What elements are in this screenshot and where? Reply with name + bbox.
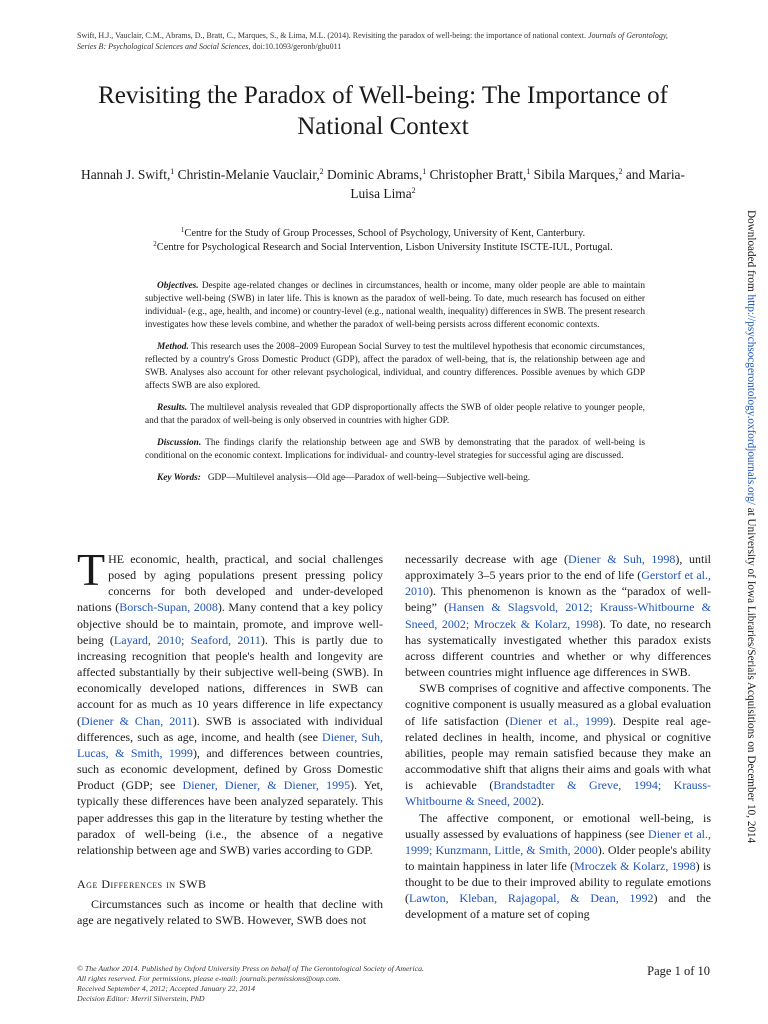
body-text: SWB comprises of cognitive and affective components. The cognitive component is usually measured as a global evaluation of life satisfaction ( xyxy=(405,681,711,728)
body-text: ) and the development of a mature set of coping xyxy=(405,891,711,922)
section-heading: Age Differences in SWB xyxy=(77,876,207,891)
footnote-line: Decision Editor: Merril Silverstein, PhD xyxy=(77,994,205,1003)
body-text: ). To date, no research has systematically investigated whether this paradox exists across different countries and whether or why differences between countries might influence age differences in SWB. xyxy=(405,616,711,680)
citation-link[interactable]: Diener et al., 1999; Kunzmann, Little, & Smith, 2000 xyxy=(405,826,711,857)
download-prefix: Downloaded from xyxy=(745,210,757,295)
body-text: ). SWB is associated with individual differences, such as age, income, and health (see xyxy=(77,713,383,744)
affiliation-number: 2 xyxy=(153,240,157,248)
affiliation-text: Centre for the Study of Group Processes, School of Psychology, University of Kent, Canterbury. xyxy=(184,228,586,239)
citation-text: Swift, H.J., Vauclair, C.M., Abrams, D., Bratt, C., Marques, S., & Lima, M.L. (2014). Revisiting the paradox of well-being: the importance of national context. xyxy=(77,31,586,40)
body-text: ), until approximately 3–5 years prior to the end of life ( xyxy=(405,552,711,583)
body-text: ). Yet, typically these differences have been analyzed separately. This paper addresses this gap in the literature by testing whether the paradox of well-being (i.e., the absence of a negative relationship between age and SWB) varies according to GDP. xyxy=(77,778,383,857)
citation-link[interactable]: Brandstadter & Greve, 1994; Krauss-Whitbourne & Sneed, 2002 xyxy=(405,778,711,809)
title-line-2: National Context xyxy=(297,113,469,140)
abstract-keywords xyxy=(145,472,645,485)
abstract-label: Method. xyxy=(157,342,189,352)
affiliation-marker: 1 xyxy=(422,167,427,176)
author-name: Sibila Marques, xyxy=(533,167,619,182)
author-name: Maria-Luisa Lima xyxy=(350,167,685,201)
body-text: ). This is partly due to increasing recognition that people's health and longevity are affected substantially by their subjective well-being (SWB). In economically developed nations, differences in SWB can account for as much as 10 years difference in life expectancy ( xyxy=(77,632,383,728)
affiliation-text: Centre for Psychological Research and Social Intervention, Lisbon University Institute ISCTE-IUL, Portugal. xyxy=(156,242,613,253)
affiliation-marker: 1 xyxy=(526,167,531,176)
body-paragraph xyxy=(405,810,711,923)
abstract-objectives xyxy=(145,280,645,332)
citation-link[interactable]: Diener, Diener, & Diener, 1995 xyxy=(182,778,351,793)
affiliation-list xyxy=(70,227,696,255)
citation-link[interactable]: Layard, 2010; Seaford, 2011 xyxy=(113,632,261,647)
footnote-line: Received September 4, 2012; Accepted January 22, 2014 xyxy=(77,984,256,993)
body-text: necessarily decrease with age ( xyxy=(405,552,568,566)
abstract-label: Discussion. xyxy=(157,438,202,448)
abstract-text: Despite age-related changes or declines in circumstances, health or income, many older people are able to maintain subjective well-being (SWB) in later life. This is known as the paradox of well-being. To date, much research has focused on either individual- (e.g., age, health, and income) or country-level (e.g., national wealth, inequality) differences in SWB. The present research investigates how these levels combine, and whether the paradox of well-being persists across different economic contexts. xyxy=(145,281,646,330)
abstract-results xyxy=(145,402,645,428)
citation-link[interactable]: Diener & Suh, 1998 xyxy=(567,552,676,566)
title-line-1: Revisiting the Paradox of Well-being: The Importance of xyxy=(98,82,668,109)
body-paragraph xyxy=(405,551,711,680)
abstract-label: Results. xyxy=(157,403,188,413)
affiliation-number: 1 xyxy=(180,226,185,234)
body-text: ). This phenomenon is known as the “paradox of well-being” ( xyxy=(405,584,711,615)
author-name: Christin-Melanie Vauclair, xyxy=(177,167,320,182)
abstract xyxy=(145,280,645,494)
body-paragraph xyxy=(77,896,383,928)
body-text: ). xyxy=(536,794,544,809)
body-column-right xyxy=(405,551,711,923)
abstract-discussion xyxy=(145,437,645,463)
body-text: ). Older people's ability to maintain happiness in later life ( xyxy=(405,842,711,873)
citation-header xyxy=(77,30,687,52)
citation-link[interactable]: Borsch-Supan, 2008 xyxy=(119,600,218,615)
citation-doi: , doi:10.1093/geronb/gbu011 xyxy=(248,42,342,51)
copyright-footnote xyxy=(77,964,497,1004)
affiliation-marker: 1 xyxy=(170,167,175,176)
author-list xyxy=(70,165,696,203)
abstract-text: This research uses the 2008–2009 European Social Survey to test the multilevel hypothesis that economic circumstances, reflected by a country's Gross Domestic Product (GDP), affect the paradox of well-being, that is, the relationship between age and SWB. Analyses also account for other relevant psychological, individual, and country differences. Possible avenues by which GDP affects SWB are also explored. xyxy=(145,342,646,391)
citation-link[interactable]: Hansen & Slagsvold, 2012; Krauss-Whitbourne & Sneed, 2002; Mroczek & Kolarz, 1998 xyxy=(405,600,712,631)
keywords-text: GDP—Multilevel analysis—Old age—Paradox of well-being—Subjective well-being. xyxy=(207,473,531,483)
body-paragraph xyxy=(77,544,383,858)
citation-link[interactable]: Diener & Chan, 2011 xyxy=(81,713,193,728)
body-paragraph xyxy=(405,680,711,809)
citation-link[interactable]: Mroczek & Kolarz, 1998 xyxy=(574,858,696,873)
body-text: ) is thought to be due to their improved ability to regulate emotions ( xyxy=(405,858,711,906)
download-suffix: at University of Iowa Libraries/Serials Acquisitions on December 10, 2014 xyxy=(745,504,757,844)
citation-link[interactable]: Gerstorf et al., 2010 xyxy=(405,568,711,599)
page-number: Page 1 of 10 xyxy=(647,964,710,978)
body-text: ). Many contend that a key policy objective should be to maintain, promote, and improve well-being ( xyxy=(77,600,383,647)
author-name: Hannah J. Swift, xyxy=(81,167,171,182)
author-name: Dominic Abrams, xyxy=(327,167,423,182)
body-text: Circumstances such as income or health that decline with age are negatively related to SWB. However, SWB does not xyxy=(77,897,383,928)
journal-link[interactable]: http://psychsocgerontology.oxfordjournals.org/ xyxy=(745,294,757,505)
affiliation xyxy=(70,227,696,241)
footnote-line: © The Author 2014. Published by Oxford University Press on behalf of The Gerontological Society of America. xyxy=(77,964,424,973)
download-watermark xyxy=(737,210,757,844)
abstract-label: Objectives. xyxy=(157,281,199,291)
body-column-left xyxy=(77,544,383,928)
citation-link[interactable]: Lawton, Kleban, Rajagopal, & Dean, 1992 xyxy=(409,891,654,906)
body-text: ). Despite real age-related declines in health, income, and physical or cognitive abilities, people may remain satisfied because they make an accommodative shift that aligns their aims and goals with what is achievable ( xyxy=(405,713,711,793)
citation-link[interactable]: Diener et al., 1999 xyxy=(509,713,610,728)
abstract-text: The multilevel analysis revealed that GDP disproportionally affects the SWB of older people relative to younger people, and that the paradox of well-being is only observed in countries with higher GDP. xyxy=(145,403,645,426)
drop-cap: T xyxy=(77,544,106,595)
affiliation-marker: 2 xyxy=(618,167,623,176)
affiliation-marker: 2 xyxy=(411,186,416,195)
body-text: The affective component, or emotional well-being, is usually assessed by evaluations of happiness (see xyxy=(405,810,711,841)
body-text: ), and differences between countries, such as economic development, defined by Gross Domestic Product (GDP; see xyxy=(77,745,383,793)
abstract-text: The findings clarify the relationship between age and SWB by demonstrating that the paradox of well-being is conditional on the economic context. Implications for individual- and country-level strategies for successful aging are discussed. xyxy=(145,438,646,461)
body-text: HE economic, health, practical, and social challenges posed by aging populations present pressing policy concerns for both developed and under-developed nations ( xyxy=(77,552,383,615)
citation-journal: Journals of Gerontology, Series B: Psychological Sciences and Social Sciences xyxy=(77,31,668,51)
footnote-line: All rights reserved. For permissions, please e-mail: journals.permissions@oup.com. xyxy=(77,974,341,983)
abstract-method xyxy=(145,341,645,393)
author-conjunction: and xyxy=(625,167,646,182)
paper-title xyxy=(70,80,696,142)
citation-link[interactable]: Diener, Suh, Lucas, & Smith, 1999 xyxy=(77,729,383,760)
download-watermark-text xyxy=(745,210,757,843)
affiliation xyxy=(70,241,696,255)
keywords-label: Key Words: xyxy=(157,473,201,483)
affiliation-marker: 2 xyxy=(319,167,324,176)
author-name: Christopher Bratt, xyxy=(429,167,527,182)
